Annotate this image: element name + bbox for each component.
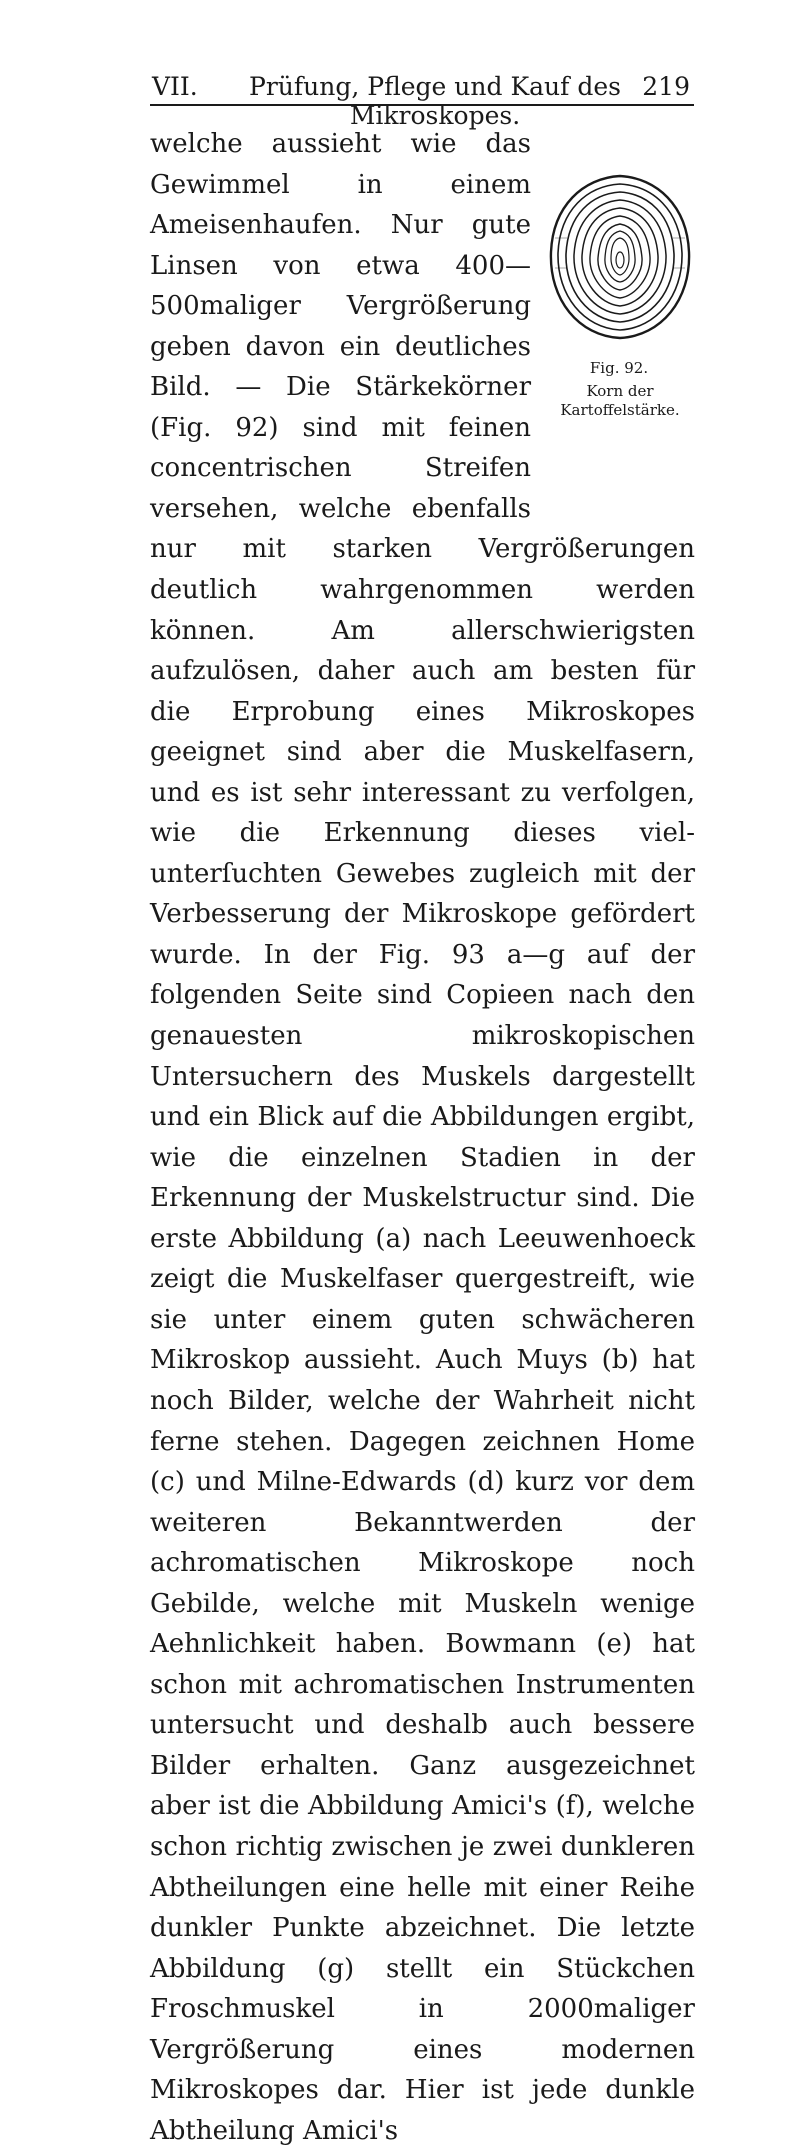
main-paragraph: welche aussieht wie das Gewimmel in einem Ameisenhaufen. Nur gute Linsen von etwa 400—500maliger Vergrößerung geben davon ein deutliches Bild. — Die Stärkekörner (Fig. 92) sind mit feinen concentrischen Streifen versehen, welche ebenfalls nur mit starken Vergrößerungen deutlich wahrgenommen werden können. Am allerschwierigsten aufzulösen, daher auch am besten für die Erprobung eines Mikroskopes geeignet sind aber die Muskelfasern, und es ist sehr interessant zu verfolgen, wie die Erkennung dieses vielunterſuchten Gewebes zugleich mit der Verbesserung der Mikroskope gefördert wurde. In der Fig. 93 a—g auf der folgenden Seite sind Copieen nach den genauesten mikroskopischen Untersuchern des Muskels dargestellt und ein Blick auf die Abbildungen ergibt, wie die einzelnen Stadien in der Erkennung der Muskelstructur sind. Die erste Abbildung (a) nach Leeuwenhoeck zeigt die Muskelfaser quergestreift, wie sie unter einem guten schwächeren Mikroskop aussieht. Auch Muys (b) hat noch Bilder, welche der Wahrheit nicht ferne stehen. Dagegen zeichnen Home (c) und Milne-Edwards (d) kurz vor dem weiteren Bekanntwerden der achromatischen Mikroskope noch Gebilde, welche mit Muskeln wenige Aehnlichkeit haben. Bowmann (e) hat schon mit achromatischen Instrumenten untersucht und deshalb auch bessere Bilder erhalten. Ganz ausgezeichnet aber ist die Abbildung Amici's (f), welche schon richtig zwischen je zwei dunkleren Abtheilungen eine helle mit einer Reihe dunkler Punkte abzeichnet. Die letzte Abbildung (g) stellt ein Stückchen Froschmuskel in 2000maliger Vergrößerung eines modernen Mikroskopes dar. Hier ist jede dunkle Abtheilung Amici's <box>150 129 695 2146</box>
header-rule <box>150 104 694 106</box>
page-number: 219 <box>642 72 690 101</box>
figure-label: Fig. 92. <box>589 359 649 377</box>
running-title: Prüfung, Pflege und Kauf des Mikroskopes. <box>249 72 621 130</box>
body-text <box>150 124 695 2151</box>
figure-92 <box>539 168 699 524</box>
chapter-number: VII. <box>152 72 198 101</box>
starch-grain-illustration <box>545 168 695 348</box>
running-header <box>150 58 694 130</box>
figure-caption: Korn der Kartoffelstärke. <box>560 382 680 419</box>
